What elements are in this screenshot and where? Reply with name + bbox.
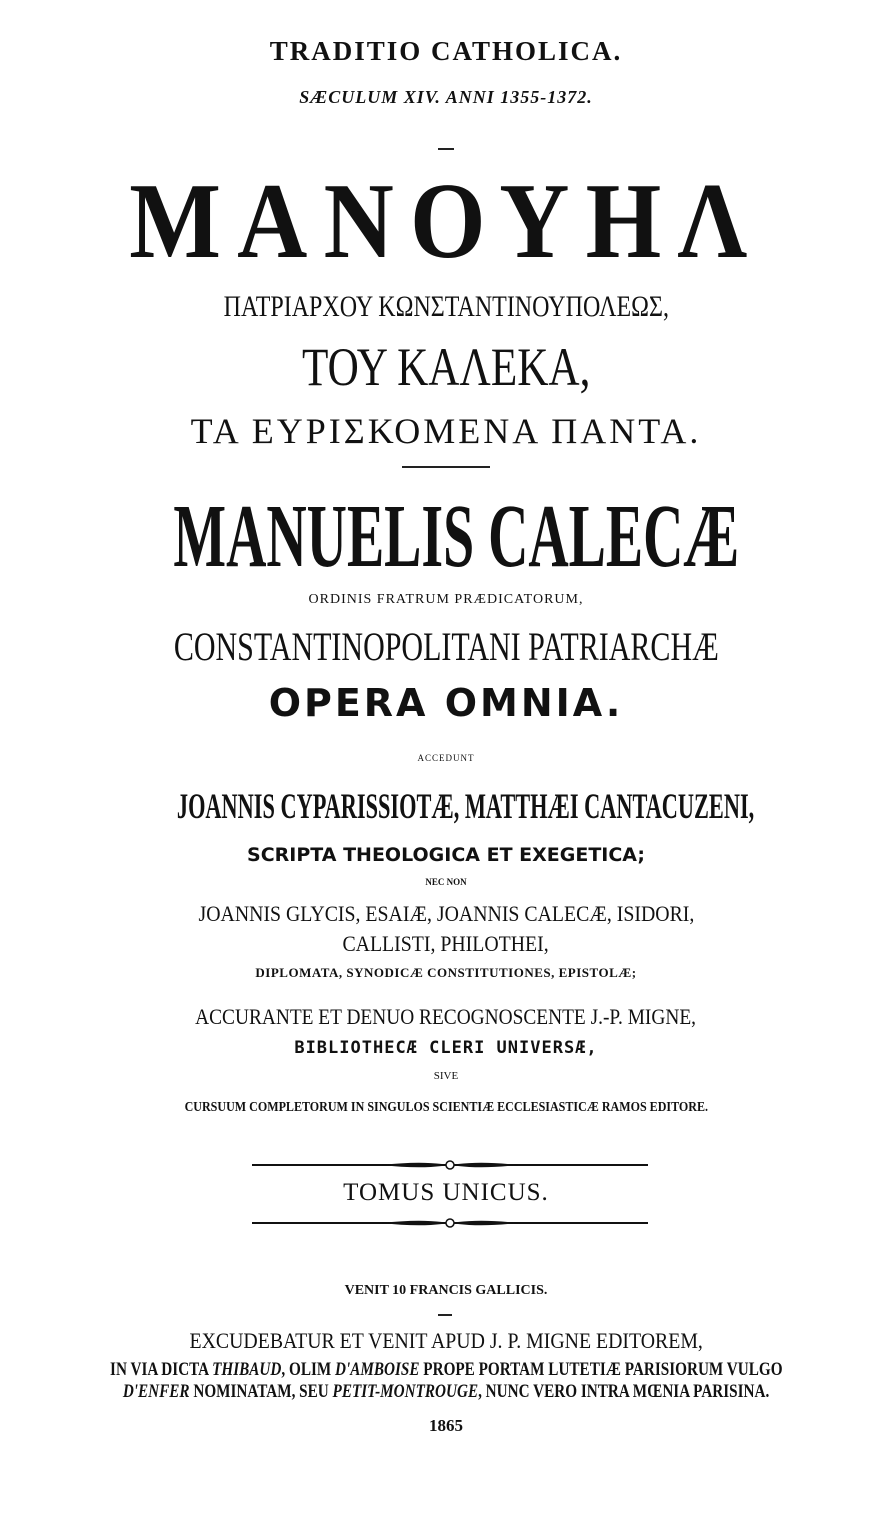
- imprint-line-3: D'ENFER NOMINATAM, SEU PETIT-MONTROUGE, NUNC VERO INTRA MŒNIA PARISINA.: [122, 1381, 770, 1402]
- imprint-line-1: EXCUDEBATUR ET VENIT APUD J. P. MIGNE EDITOREM,: [189, 1328, 703, 1353]
- greek-surname: ΤΟΥ ΚΑΛΕΚΑ,: [301, 337, 591, 397]
- period-subtitle: SÆCULUM XIV. ANNI 1355-1372.: [299, 87, 593, 107]
- greek-name: ΜΑΝΟΥΗΛ: [128, 162, 764, 281]
- collection-title: TRADITIO CATHOLICA.: [269, 36, 623, 66]
- price-line: VENIT 10 FRANCIS GALLICIS.: [344, 1283, 548, 1298]
- latin-office: CONSTANTINOPOLITANI PATRIARCHÆ: [173, 624, 719, 669]
- divider-short: [438, 148, 454, 150]
- greek-office: ΠΑΤΡΙΑΡΧΟΥ ΚΩΝΣΤΑΝΤΙΝΟΥΠΟΛΕΩΣ,: [223, 290, 669, 323]
- cursuum-line: CURSUUM COMPLETORUM IN SINGULOS SCIENTIÆ ECCLESIASTICÆ RAMOS EDITORE.: [184, 1100, 708, 1115]
- divider-short-2: [438, 1314, 452, 1316]
- nec-non-label: NEC NON: [425, 877, 467, 887]
- divider-rule: [402, 466, 490, 468]
- latin-name: MANUELIS CALECÆ: [173, 487, 740, 586]
- greek-works: ΤΑ ΕΥΡΙΣΚΟΜΕΝΑ ΠΑΝΤΑ.: [190, 411, 702, 451]
- bibliotheca-line: BIBLIOTHECÆ CLERI UNIVERSÆ,: [294, 1038, 598, 1058]
- sive-label: SIVE: [433, 1070, 459, 1082]
- authors-line-2: CALLISTI, PHILOTHEI,: [342, 931, 550, 956]
- editor-line: ACCURANTE ET DENUO RECOGNOSCENTE J.-P. MIGNE,: [195, 1004, 697, 1029]
- latin-works: OPERA OMNIA.: [268, 681, 624, 725]
- volume-label: TOMUS UNICUS.: [343, 1179, 549, 1206]
- latin-order: ORDINIS FRATRUM PRÆDICATORUM,: [308, 592, 584, 607]
- documents-line: DIPLOMATA, SYNODICÆ CONSTITUTIONES, EPISTOLÆ;: [255, 965, 637, 980]
- ornamental-rule-bottom: [252, 1217, 648, 1229]
- authors-line-1: JOANNIS GLYCIS, ESAIÆ, JOANNIS CALECÆ, ISIDORI,: [198, 901, 694, 926]
- publication-year: 1865: [429, 1416, 463, 1435]
- scripta-line: SCRIPTA THEOLOGICA ET EXEGETICA;: [247, 844, 645, 866]
- ornamental-rule-top: [252, 1159, 648, 1171]
- additional-authors: JOANNIS CYPARISSIOTÆ, MATTHÆI CANTACUZENI,: [176, 786, 755, 826]
- accedunt-label: ACCEDUNT: [417, 753, 475, 763]
- imprint-line-2: IN VIA DICTA THIBAUD, OLIM D'AMBOISE PROPE PORTAM LUTETIÆ PARISIORUM VULGO: [109, 1359, 783, 1380]
